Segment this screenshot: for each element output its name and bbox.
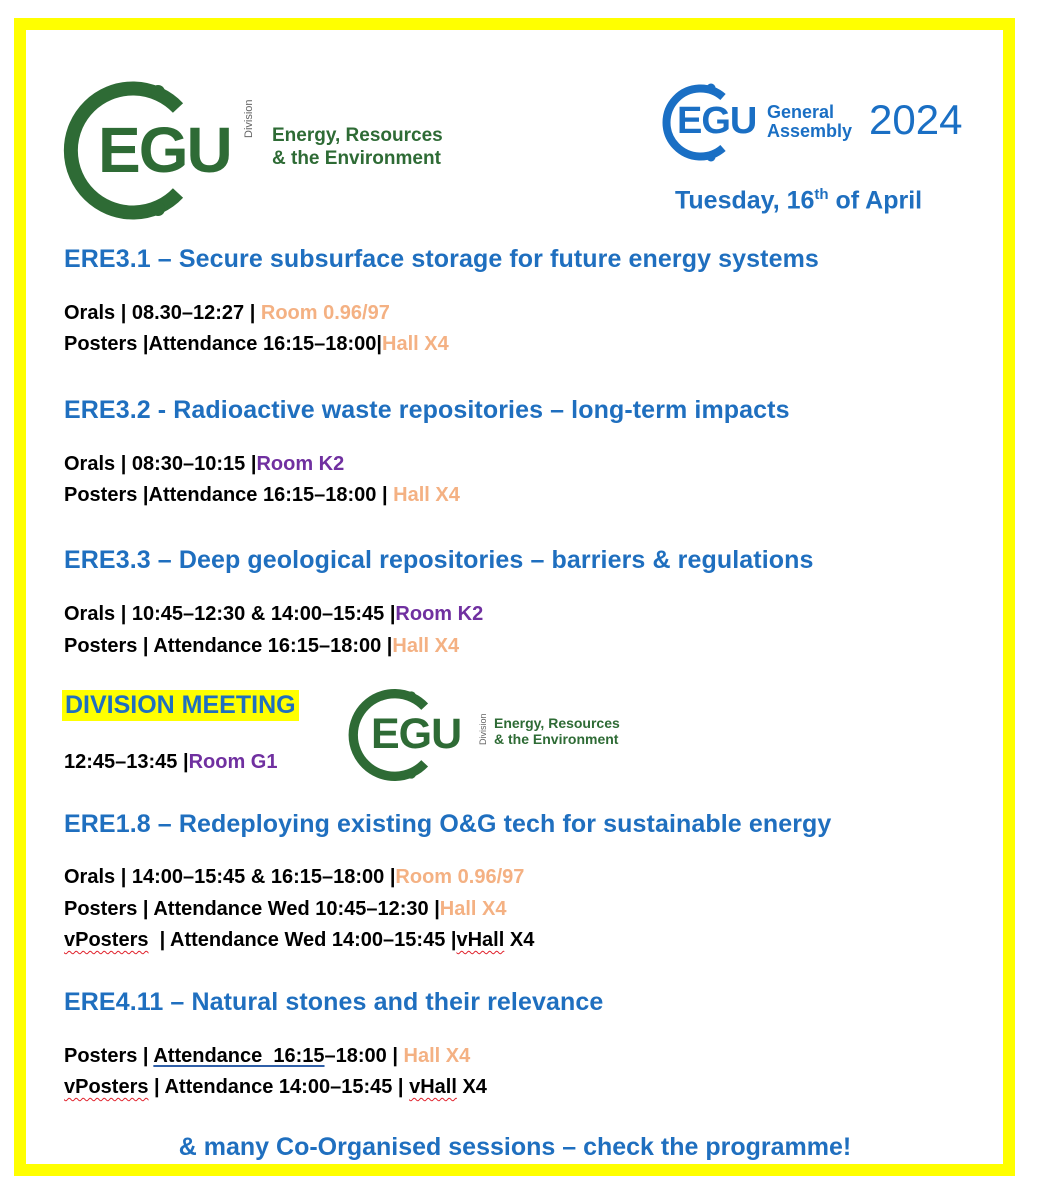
session-ere3-1-orals — [64, 302, 390, 325]
division-name-line2: & the Environment — [272, 148, 441, 169]
ga-word-assembly: Assembly — [767, 121, 853, 141]
session-ere3-2-orals — [64, 453, 344, 476]
room-label: Room 0.96/97 — [260, 302, 390, 324]
division-logo-letters: EGU — [98, 114, 231, 186]
date-suffix-th: th — [814, 186, 829, 203]
footer-note: & many Co-Organised sessions – check the programme! — [178, 1133, 852, 1161]
vposters-text: | Attendance Wed 14:00–15:45 | — [148, 929, 457, 951]
division-small-name-line1: Energy, Resources — [494, 715, 620, 731]
session-title-ere3-1: ERE3.1 – Secure subsurface storage for future energy systems — [64, 245, 819, 273]
division-logo — [60, 78, 480, 223]
division-logo-small-letters: EGU — [371, 710, 462, 758]
session-title-ere1-8: ERE1.8 – Redeploying existing O&G tech for sustainable energy — [64, 810, 832, 838]
vposters-word: vPosters — [64, 929, 149, 951]
event-date — [675, 186, 922, 215]
room-label: Room 0.96/97 — [395, 866, 525, 888]
vhall-suffix: X4 — [456, 1076, 487, 1098]
vposters-text: | Attendance 14:00–15:45 | — [148, 1076, 410, 1098]
date-prefix: Tuesday, 16 — [675, 186, 815, 215]
posters-text: Posters |Attendance 16:15–18:00 | — [64, 484, 394, 506]
vhall-suffix: X4 — [504, 929, 535, 951]
division-name-line1: Energy, Resources — [272, 125, 443, 146]
date-suffix: of April — [828, 186, 923, 215]
division-meeting-label: DIVISION MEETING — [62, 690, 299, 721]
session-ere1-8-orals — [64, 866, 524, 889]
posters-prefix: Posters | — [64, 1045, 154, 1067]
hall-label: Hall X4 — [439, 898, 507, 920]
posters-text: Posters | Attendance 16:15–18:00 | — [64, 635, 393, 657]
division-small-vertical-label: Division — [478, 713, 488, 745]
division-meeting-time — [64, 751, 278, 774]
session-ere1-8-posters — [64, 898, 507, 921]
session-ere3-1-posters — [64, 333, 449, 356]
ga-logo — [655, 80, 985, 165]
vhall-word: vHall — [456, 929, 505, 951]
hall-label: Hall X4 — [392, 635, 460, 657]
session-title-ere3-2: ERE3.2 - Radioactive waste repositories – long-term impacts — [64, 396, 790, 424]
orals-text: Orals | 08.30–12:27 | — [64, 302, 261, 324]
vposters-word: vPosters — [64, 1076, 149, 1098]
session-ere3-3-posters — [64, 635, 459, 658]
session-ere3-2-posters — [64, 484, 460, 507]
attendance-text: Attendance 16:15 — [153, 1045, 325, 1067]
division-small-name-line2: & the Environment — [494, 731, 619, 747]
session-title-ere4-11: ERE4.11 – Natural stones and their relevance — [64, 988, 604, 1016]
vhall-word: vHall — [409, 1076, 457, 1098]
session-title-ere3-3: ERE3.3 – Deep geological repositories – barriers & regulations — [64, 546, 814, 574]
posters-text: Posters |Attendance 16:15–18:00| — [64, 333, 383, 355]
division-logo-small — [346, 685, 646, 785]
room-label: Room K2 — [395, 603, 484, 625]
meeting-room-label: Room G1 — [188, 751, 278, 773]
hall-label: Hall X4 — [382, 333, 449, 355]
ga-word-general: General — [767, 102, 835, 122]
hall-label: Hall X4 — [403, 1045, 471, 1067]
session-ere4-11-vposters — [64, 1076, 487, 1099]
ga-year: 2024 — [869, 96, 963, 143]
hall-label: Hall X4 — [393, 484, 460, 506]
posters-text: Posters | Attendance Wed 10:45–12:30 | — [64, 898, 440, 920]
session-ere4-11-posters — [64, 1045, 470, 1068]
session-ere1-8-vposters — [64, 929, 534, 952]
session-ere3-3-orals — [64, 603, 483, 626]
orals-text: Orals | 08:30–10:15 | — [64, 453, 257, 475]
orals-text: Orals | 14:00–15:45 & 16:15–18:00 | — [64, 866, 396, 888]
room-label: Room K2 — [256, 453, 345, 475]
division-vertical-label: Division — [243, 99, 255, 138]
meeting-time-text: 12:45–13:45 | — [64, 751, 189, 773]
orals-text: Orals | 10:45–12:30 & 14:00–15:45 | — [64, 603, 396, 625]
ga-logo-letters: EGU — [677, 100, 757, 142]
attendance-end: –18:00 | — [324, 1045, 404, 1067]
